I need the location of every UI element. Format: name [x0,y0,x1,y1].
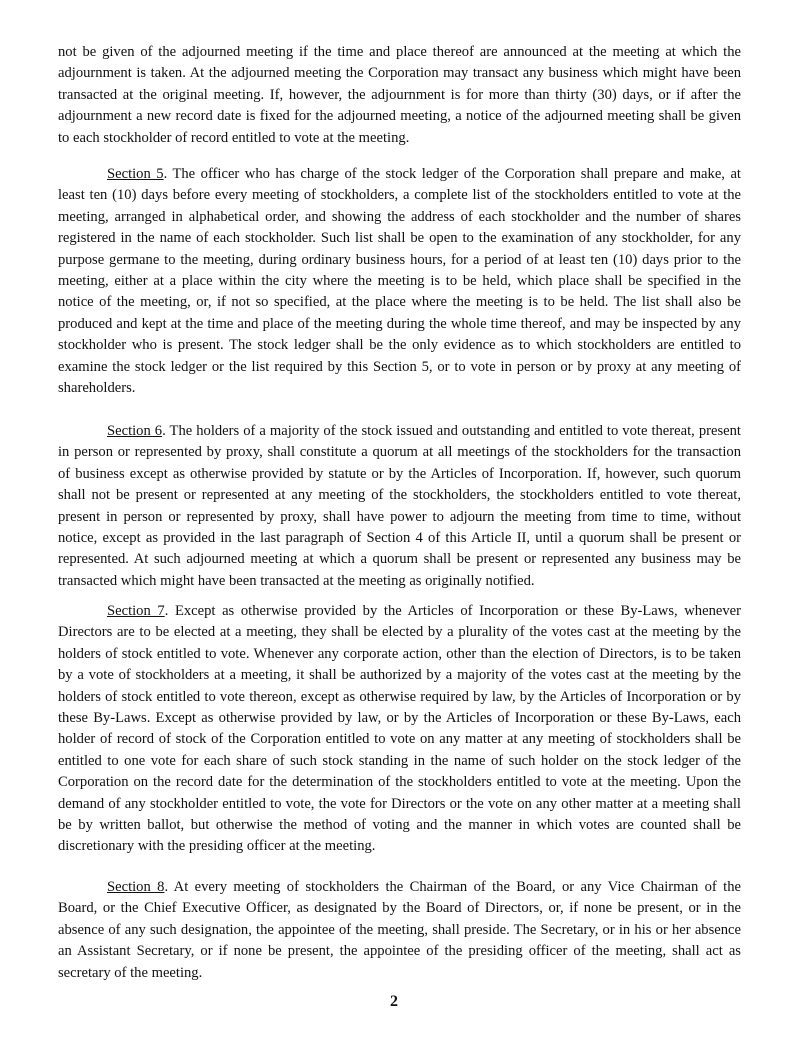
line-text: demand of any stockholder entitled to vote, the vote for Directors or the vote on any other matter at a meeting shall [58,795,741,812]
text-line [58,898,741,919]
text-line [58,314,741,335]
paragraph-section-7 [58,601,741,858]
line-text: least ten (10) days before every meeting of stockholders, a complete list of the stockholders entitled to vote at the [58,187,741,204]
text-line [58,292,741,313]
line-text: holders of stock entitled to vote. Whenever any corporate action, other than the election of Directors, is to be taken [58,645,741,662]
line-text: registered in the name of each stockholder. Such list shall be open to the examination of any stockholder, for any [58,230,741,247]
text-line [58,250,741,271]
line-text: shall not be present or represented at any meeting of the stockholders, the stockholders entitled to vote thereat, [58,487,741,504]
line-text: these By-Laws. Except as otherwise provided by law, or by the Articles of Incorporation or these By-Laws, each [58,709,741,726]
paragraph-section-8 [58,877,741,984]
line-text: represented. At such adjourned meeting at which a quorum shall be present or represented any business may be [58,551,741,568]
text-line [58,708,741,729]
line-text: . The holders of a majority of the stock issued and outstanding and entitled to vote thereat, present [162,423,741,439]
text-line [58,729,741,750]
text-line [58,665,741,686]
text-line [58,622,741,643]
text-line [58,185,741,206]
text-line [58,357,741,378]
line-text: transacted which might have been transacted at the meeting as originally notified. [58,572,535,589]
paragraph-section-5 [58,164,741,399]
line-text: . At every meeting of stockholders the Chairman of the Board, or any Vice Chairman of the [164,879,741,895]
line-text: Board, or the Chief Executive Officer, as designated by the Board of Directors, or, if none be present, or in the [58,900,741,917]
line-text: . The officer who has charge of the stock ledger of the Corporation shall prepare and make, at [163,166,741,182]
line-text: . Except as otherwise provided by the Articles of Incorporation or these By-Laws, whenever [164,603,741,619]
text-line [58,528,741,549]
text-line [58,794,741,815]
line-text: in person or represented by proxy, shall constitute a quorum at all meetings of the stockholders for the transaction [58,444,741,461]
line-text: to each stockholder of record entitled to vote at the meeting. [58,129,410,146]
text-line [58,815,741,836]
line-text: holders of stock entitled to vote thereon, except as otherwise required by law, by the Articles of Incorporation or by [58,688,741,705]
text-line [58,507,741,528]
text-line [58,42,741,63]
text-line [58,549,741,570]
line-text: secretary of the meeting. [58,964,203,981]
text-line [58,836,741,857]
paragraph-section-6 [58,421,741,592]
text-line [58,877,741,898]
text-line [58,687,741,708]
line-text: meeting, either at a place within the city where the meeting is to be held, which place shall be specified in the [58,272,741,289]
line-text: not be given of the adjourned meeting if the time and place thereof are announced at the meeting at which the [58,44,741,60]
line-text: holder of record of stock of the Corporation entitled to vote on any matter at any meeting of stockholders shall be [58,731,741,748]
text-line [58,63,741,84]
line-text: notice of the meeting, or, if not so specified, at the place where the meeting is to be held. The list shall also be [58,294,741,311]
text-line [58,85,741,106]
text-line [58,106,741,127]
line-text: shareholders. [58,379,136,396]
text-line [58,485,741,506]
text-line [58,601,741,622]
text-line [58,128,741,149]
page-number: 2 [390,993,398,1010]
text-line [58,920,741,941]
line-text: an Assistant Secretary, or if none be present, the appointee of the presiding officer of the meeting, shall act as [58,943,741,960]
text-line [58,941,741,962]
text-line [58,464,741,485]
text-line [58,644,741,665]
line-text: present in person or represented by proxy, shall have power to adjourn the meeting from time to time, without [58,508,741,525]
line-text: by a vote of stockholders at a meeting, it shall be authorized by a majority of the votes cast at the meeting by the [58,667,741,684]
text-line [58,335,741,356]
section-heading: Section 6 [107,423,163,439]
text-line [58,271,741,292]
line-text: of business except as otherwise provided by statute or by the Articles of Incorporation. If, however, such quorum [58,465,741,482]
line-text: purpose germane to the meeting, during ordinary business hours, for a period of at least ten (10) days prior to the [58,251,741,268]
text-line [58,207,741,228]
section-heading: Section 7 [107,603,165,619]
line-text: Corporation on the record date for the determination of the stockholders entitled to vote at the meeting. Upon the [58,774,741,791]
line-text: be by written ballot, but otherwise the method of voting and the manner in which votes are counted shall be [58,816,741,833]
text-line [58,421,741,442]
line-text: entitled to one vote for each share of such stock standing in the name of such holder on the stock ledger of the [58,752,741,769]
line-text: notice, except as provided in the last paragraph of Section 4 of this Article II, until a quorum shall be present or [58,529,741,546]
text-line [58,442,741,463]
paragraph-continuation [58,42,741,149]
text-line [58,963,741,984]
text-line [58,378,741,399]
line-text: stockholder who is present. The stock ledger shall be the only evidence as to which stockholders are entitled to [58,337,741,354]
line-text: absence of any such designation, the appointee of the meeting, shall preside. The Secretary, or in his or her absence [58,921,741,938]
line-text: Directors are to be elected at a meeting, they shall be elected by a plurality of the votes cast at the meeting by the [58,624,741,641]
line-text: adjournment a new record date is fixed for the adjourned meeting, a notice of the adjourned meeting shall be given [58,108,741,125]
text-line [58,571,741,592]
line-text: meeting, arranged in alphabetical order, and showing the address of each stockholder and the number of shares [58,208,741,225]
line-text: examine the stock ledger or the list required by this Section 5, or to vote in person or by proxy at any meeting of [58,358,741,375]
text-line [58,228,741,249]
section-heading: Section 5 [107,166,164,182]
line-text: produced and kept at the time and place of the meeting during the whole time thereof, and may be inspected by any [58,315,741,332]
text-line [58,772,741,793]
section-heading: Section 8 [107,879,165,895]
line-text: adjournment is taken. At the adjourned meeting the Corporation may transact any business which might have been [58,65,741,82]
text-line [58,751,741,772]
line-text: discretionary with the presiding officer at the meeting. [58,838,376,855]
text-line [58,164,741,185]
line-text: transacted at the original meeting. If, however, the adjournment is for more than thirty (30) days, or if after the [58,86,741,103]
